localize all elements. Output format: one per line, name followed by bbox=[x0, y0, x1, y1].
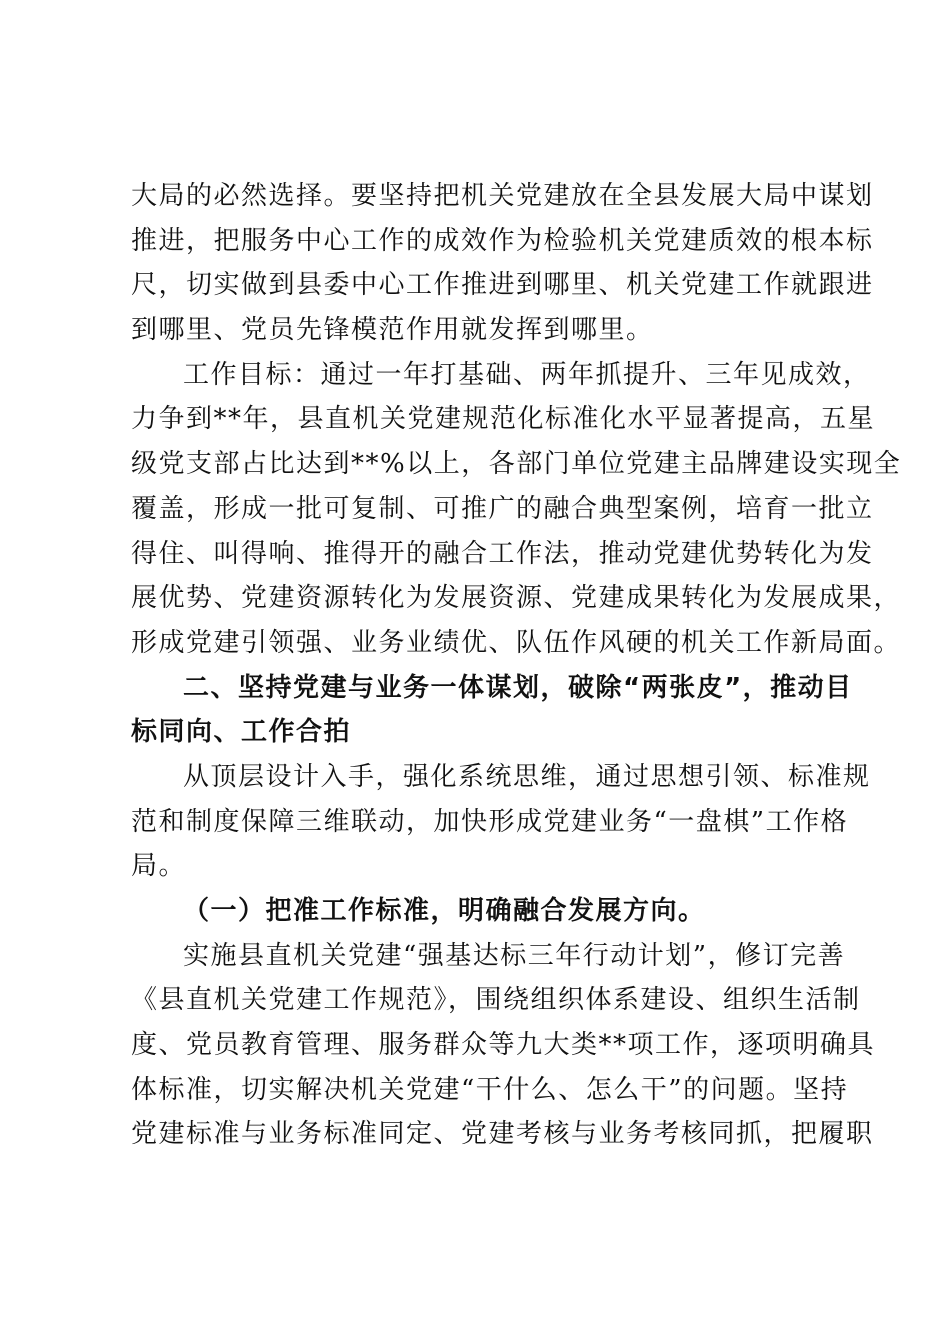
body-text-line: 力争到**年，县直机关党建规范化标准化水平显著提高，五星 bbox=[131, 404, 876, 435]
work-goal-line: 工作目标：通过一年打基础、两年抓提升、三年见成效， bbox=[183, 359, 871, 390]
body-text-line: 到哪里、党员先锋模范作用就发挥到哪里。 bbox=[131, 315, 654, 346]
body-text-line: 级党支部占比达到**%以上，各部门单位党建主品牌建设实现全 bbox=[131, 449, 902, 480]
body-text-line: 推进，把服务中心工作的成效作为检验机关党建质效的根本标 bbox=[131, 225, 874, 256]
body-text-line: 《县直机关党建工作规范》，围绕组织体系建设、组织生活制 bbox=[131, 985, 861, 1016]
body-text-line: 体标准，切实解决机关党建“干什么、怎么干”的问题。坚持 bbox=[131, 1074, 849, 1105]
body-text-line: 从顶层设计入手，强化系统思维，通过思想引领、标准规 bbox=[183, 761, 871, 792]
body-text-line: 展优势、党建资源转化为发展资源、党建成果转化为发展成果， bbox=[131, 583, 902, 614]
body-text-line: 覆盖，形成一批可复制、可推广的融合典型案例，培育一批立 bbox=[131, 493, 874, 524]
body-text-line: 局。 bbox=[131, 851, 187, 882]
section-heading: 标同向、工作合拍 bbox=[131, 717, 352, 748]
body-text-line: 范和制度保障三维联动，加快形成党建业务“一盘棋”工作格 bbox=[131, 806, 849, 837]
document-body bbox=[131, 174, 902, 1157]
body-text-line: 尺，切实做到县委中心工作推进到哪里、机关党建工作就跟进 bbox=[131, 270, 874, 301]
subsection-heading: （一）把准工作标准，明确融合发展方向。 bbox=[183, 896, 706, 926]
body-text-line: 得住、叫得响、推得开的融合工作法，推动党建优势转化为发 bbox=[131, 538, 874, 569]
section-heading: 二、坚持党建与业务一体谋划，破除“两张皮”，推动目 bbox=[183, 672, 853, 703]
body-text-line: 党建标准与业务标准同定、党建考核与业务考核同抓，把履职 bbox=[131, 1119, 874, 1150]
body-text-line: 度、党员教育管理、服务群众等九大类**项工作，逐项明确具 bbox=[131, 1030, 876, 1061]
body-text-line: 形成党建引领强、业务业绩优、队伍作风硬的机关工作新局面。 bbox=[131, 627, 902, 658]
body-text-line: 大局的必然选择。要坚持把机关党建放在全县发展大局中谋划 bbox=[131, 181, 874, 211]
body-text-line: 实施县直机关党建“强基达标三年行动计划”，修订完善 bbox=[183, 940, 846, 971]
